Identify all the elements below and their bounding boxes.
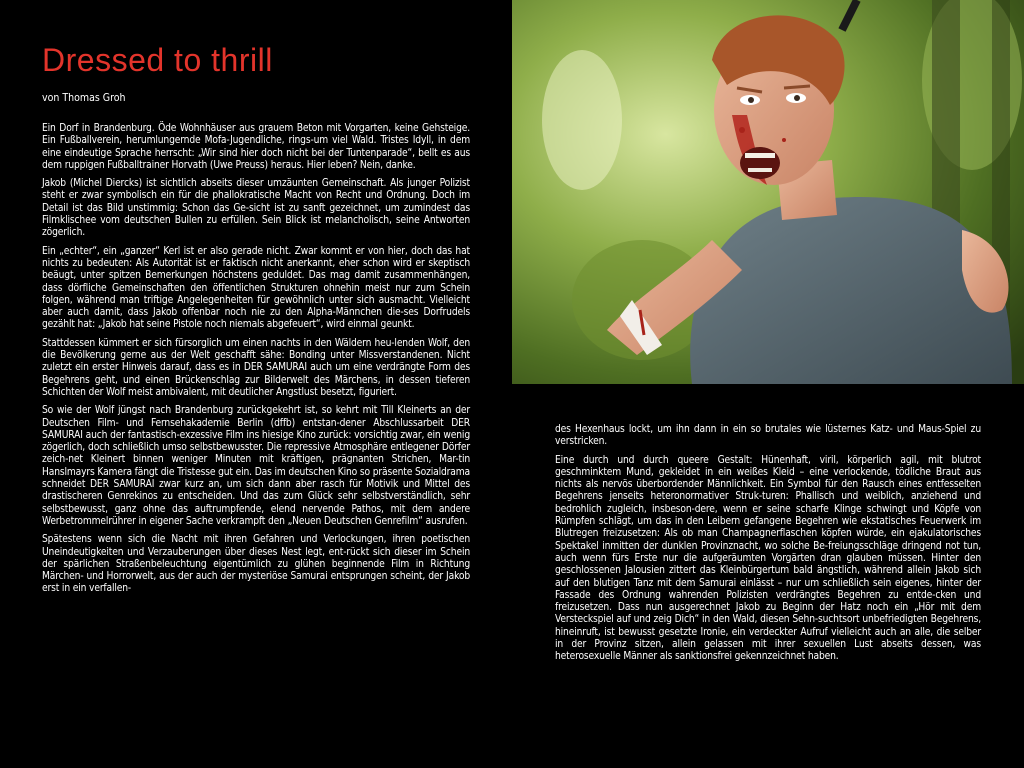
article-author: von Thomas Groh [42, 92, 126, 104]
paragraph: Eine durch und durch queere Gestalt: Hünenhaft, viril, körperlich agil, mit blutrot geschminktem Mund, gekleidet in ein weißes Kleid – eine verlockende, tödliche Braut aus nichts als nervös überbordender Männlichkeit. Ein Symbol für den Rausch eines entfesselten Begehrens jenseits heteronormativer Struk-turen: Phallisch und weiblich, anziehend und bedrohlich zugleich, insbeson-dere, wenn er seine scharfe Klinge schwingt und Köpfe von Rümpfen schlägt, um das in den Leibern gefangene Begehren wie ekstatisches Feuerwerk im Blutregen freizusetzen: Als ob man Champagnerflaschen köpfen würde, ein ejakulatorisches Spektakel inmitten der dunklen Provinznacht, wo solche Be-freiungsschläge dringend not tun, auch wenn fürs Erste nur die aufgeräumten Vorgärten dran glauben müssen. Hinter den geschlossenen Jalousien zittert das Kleinbürgertum bald ängstlich, während allein Jakob sich auf den blutigen Tanz mit dem Samurai einlässt – nur um schließlich sein eigenes, hinter der Fassade des Ordnung wahrenden Polizisten verdrängtes Begehren zu entde-cken und freizusetzen. Dass nun ausgerechnet Jakob zu Beginn der Hatz noch ein „Hör mit dem Versteckspiel auf und zeig Dich“ in den Wald, diesen Sehn-suchtsort unbefriedigten Begehrens, hineinruft, ist bewusst gesetzte Ironie, ein verdeckter Aufruf vielleicht auch an alle, die selber in der Provinz sitzen, allein gelassen mit ihrer sexuellen Lust abseits dessen, was heterosexuelle Männer als sanktionsfrei gekennzeichnet haben. [555, 454, 981, 663]
article-body-left [42, 123, 470, 596]
paragraph: Jakob (Michel Diercks) ist sichtlich abseits dieser umzäunten Gemeinschaft. Als junger Polizist steht er zwar symbolisch ein für die phallokratische Macht von Recht und Ordnung. Doch im Detail ist das Bild unstimmig: Schon das Ge-sicht ist zu sanft gezeichnet, um zumindest das Filmklischee vom deutschen Bullen zu erfüllen. Sein Blick ist melancholisch, seine Antworten zögerlich. [42, 178, 470, 239]
article-title: Dressed to thrill [42, 42, 273, 78]
paragraph: Spätestens wenn sich die Nacht mit ihren Gefahren und Verlockungen, ihren poetischen Uneindeutigkeiten und Verzauberungen über dieses Nest legt, ent-rückt sich dieser im Schein der spärlichen Straßenbeleuchtung eigentümlich zu glühen beginnende Film in Richtung Märchen- und Horrorwelt, aus der auch der mysteriöse Samurai entsprungen scheint, der Jakob erst in ein verfallen- [42, 534, 470, 595]
left-column [42, 40, 470, 602]
paragraph: Ein Dorf in Brandenburg. Öde Wohnhäuser aus grauem Beton mit Vorgarten, keine Gehsteige. Ein Fußballverein, herumlungernde Mofa-Jugendliche, rings-um viel Wald. Tristes Idyll, in dem eine eindeutige Sprache herrscht: „Wir sind hier doch nicht bei der Tuntenparade“, bellt es aus dem ruppigen Fußballtrainer Horvath (Uwe Preuss) heraus. Hier leben? Nein, danke. [42, 123, 470, 171]
paragraph: So wie der Wolf jüngst nach Brandenburg zurückgekehrt ist, so kehrt mit Till Kleinerts an der Deutschen Film- und Fernsehakademie Berlin (dffb) entstan-dener Abschlussarbeit DER SAMURAI auch der fantastisch-exzessive Film ins hiesige Kino zurück: vorsichtig zwar, ein wenig zögerlich, doch schließlich umso selbstbewusster. Die repressive Atmosphäre entlegener Dörfer zeich-net Kleinert binnen weniger Minuten mit kräftigen, prägnanten Strichen, Mar-tin Hanslmayrs Kamera fängt die Tristesse gut ein. Das im deutschen Kino so präsente Sozialdrama schneidet DER SAMURAI zwar kurz an, um sich dann aber rasch für Motivik und Mittel des drastischeren Genrekinos zu entscheiden. Und das zum Glück sehr selbstverständlich, sehr selbstbewusst, ganz ohne das auftrumpfende, elend nervende Pathos, mit dem andere Werbetrommelrührer in eigener Sache verkrampft den „Neuen Deutschen Genrefilm“ ausrufen. [42, 405, 470, 527]
paragraph: des Hexenhaus lockt, um ihn dann in ein so brutales wie lüsternes Katz- und Maus-Spiel zu verstricken. [555, 424, 981, 448]
article-body-right [555, 424, 981, 670]
film-still-photo [512, 0, 1024, 384]
paragraph: Ein „echter“, ein „ganzer“ Kerl ist er also gerade nicht. Zwar kommt er von hier, doch das hat nichts zu bedeuten: Als Autorität ist er faktisch nicht anerkannt, eher schon wird er skeptisch beäugt, unter spitzen Bemerkungen höchstens geduldet. Das mag damit zusammenhängen, dass dörfliche Gemeinschaften den öffentlichen Strukturen ohnehin meist nur zum Schein folgen, während man triftige Angelegenheiten für gewöhnlich unter sich ausmacht. Vielleicht aber auch damit, dass Jakob offenbar noch nie zu den Alpha-Männchen die-ses Dorfrudels gezählt hat: „Jakob hat seine Pistole noch niemals abgefeuert“, wird einmal geunkt. [42, 245, 470, 331]
paragraph: Stattdessen kümmert er sich fürsorglich um einen nachts in den Wäldern heu-lenden Wolf, den die Bevölkerung gerne aus der Welt geschafft sähe: Bonding unter Missverstandenen. Nicht zuletzt ein erster Hinweis darauf, dass es in DER SAMURAI auch um eine verdrängte Form des Begehrens geht, und einen Brückenschlag zur Bilderwelt des Märchens, in dessen tieferen Schichten der Wolf meist ambivalent, mit deutlicher Angstlust besetzt, figuriert. [42, 337, 470, 398]
